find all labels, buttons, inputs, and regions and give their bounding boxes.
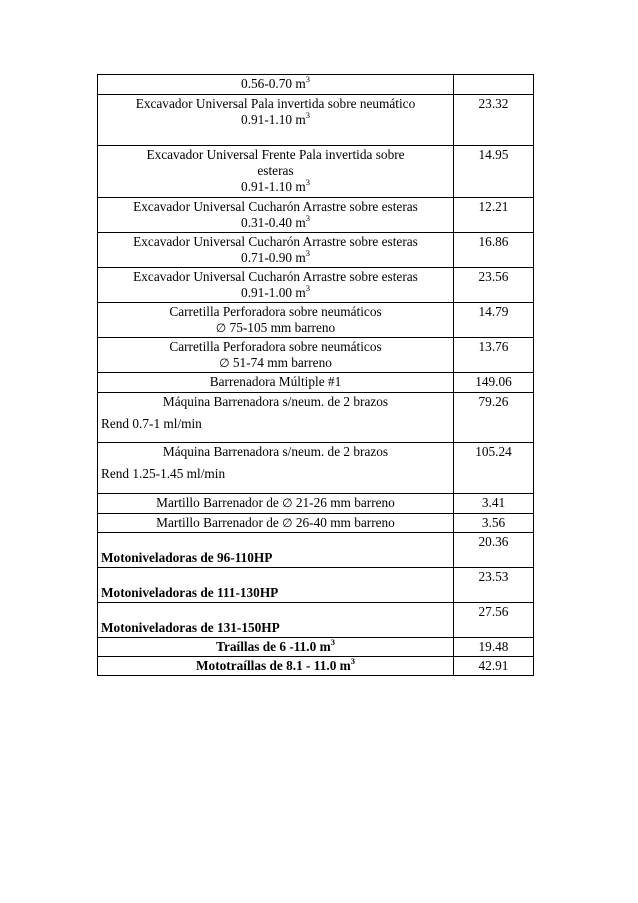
equipment-description: Excavador Universal Frente Pala invertida sobre esteras 0.91-1.10 $m^3$ [98, 146, 454, 198]
table-row [98, 303, 534, 338]
equipment-description: Motoniveladoras de 96-110HP [98, 533, 454, 568]
equipment-description: 0.56-0.70 $m^3$ [98, 75, 454, 95]
equipment-rate: 3.56 [454, 514, 534, 533]
equipment-cost-table [97, 74, 534, 676]
equipment-description: Martillo Barrenador de ∅ 26-40 mm barreno [98, 514, 454, 533]
equipment-rate: 16.86 [454, 233, 534, 268]
equipment-rate: 19.48 [454, 638, 534, 657]
equipment-rate: 149.06 [454, 373, 534, 393]
equipment-rate: 105.24 [454, 443, 534, 494]
equipment-rate: 79.26 [454, 393, 534, 443]
table-row [98, 95, 534, 146]
table-row [98, 198, 534, 233]
equipment-rate: 20.36 [454, 533, 534, 568]
equipment-rate: 27.56 [454, 603, 534, 638]
equipment-rate: 14.95 [454, 146, 534, 198]
equipment-description: Máquina Barrenadora s/neum. de 2 brazos Rend 0.7-1 ml/min [98, 393, 454, 443]
equipment-rate: 23.53 [454, 568, 534, 603]
diameter-icon: ∅ [215, 321, 227, 335]
diameter-icon: ∅ [282, 516, 293, 530]
equipment-description: Martillo Barrenador de ∅ 21-26 mm barreno [98, 494, 454, 514]
equipment-rate: 23.32 [454, 95, 534, 146]
diameter-icon: ∅ [282, 496, 293, 510]
equipment-rate: 42.91 [454, 657, 534, 676]
table-row [98, 75, 534, 95]
table-row [98, 268, 534, 303]
equipment-rate: 23.56 [454, 268, 534, 303]
equipment-rate: 12.21 [454, 198, 534, 233]
table-row [98, 657, 534, 676]
equipment-rate: 13.76 [454, 338, 534, 373]
table-row [98, 146, 534, 198]
equipment-rate [454, 75, 534, 95]
equipment-description: Excavador Universal Cucharón Arrastre sobre esteras 0.31-0.40 $m^3$ [98, 198, 454, 233]
equipment-rate: 14.79 [454, 303, 534, 338]
table-row [98, 443, 534, 494]
table-row [98, 393, 534, 443]
table-row [98, 338, 534, 373]
equipment-description: Barrenadora Múltiple #1 [98, 373, 454, 393]
equipment-description: Excavador Universal Cucharón Arrastre sobre esteras 0.71-0.90 $m^3$ [98, 233, 454, 268]
table-row [98, 533, 534, 568]
equipment-description: Excavador Universal Cucharón Arrastre sobre esteras 0.91-1.00 $m^3$ [98, 268, 454, 303]
table-row [98, 603, 534, 638]
equipment-rate: 3.41 [454, 494, 534, 514]
equipment-description: Motoniveladoras de 111-130HP [98, 568, 454, 603]
table-row [98, 233, 534, 268]
table-row [98, 638, 534, 657]
equipment-description: Carretilla Perforadora sobre neumáticos ∅ 51-74 mm barreno [98, 338, 454, 373]
table-row [98, 494, 534, 514]
equipment-description: Traíllas de 6 -11.0 $m^3$ [98, 638, 454, 657]
diameter-icon: ∅ [219, 356, 230, 370]
table-row [98, 568, 534, 603]
equipment-description: Motoniveladoras de 131-150HP [98, 603, 454, 638]
equipment-description: Carretilla Perforadora sobre neumáticos ∅ 75-105 mm barreno [98, 303, 454, 338]
equipment-description: Mototraíllas de 8.1 - 11.0 $m^3$ [98, 657, 454, 676]
equipment-description: Excavador Universal Pala invertida sobre neumático 0.91-1.10 $m^3$ [98, 95, 454, 146]
table-row [98, 373, 534, 393]
table-row [98, 514, 534, 533]
equipment-description: Máquina Barrenadora s/neum. de 2 brazos Rend 1.25-1.45 ml/min [98, 443, 454, 494]
